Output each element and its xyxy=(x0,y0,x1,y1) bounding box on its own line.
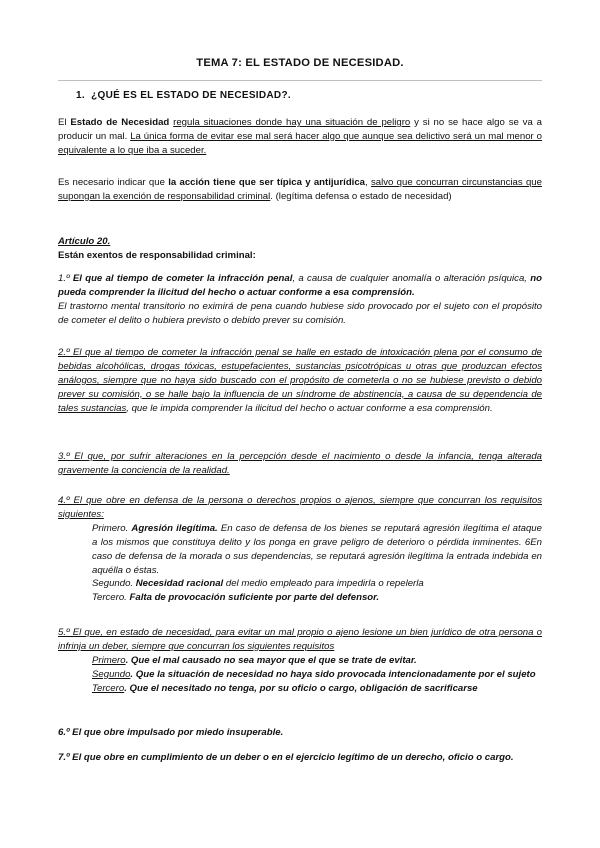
item-6: 6.º El que obre impulsado por miedo insuperable. xyxy=(58,727,284,738)
item-7: 7.º El que obre en cumplimiento de un deber o en el ejercicio legítimo de un derecho, oficio o cargo. xyxy=(58,752,514,763)
item-1: 1.º El que al tiempo de cometer la infracción penal, a causa de cualquier anomalía o alteración psíquica, no pueda comprender la ilicitud del hecho o actuar conforme a esa comprensión. El trastorno mental transitorio no eximirá de pena cuando hubiese sido provocado por el sujeto con el propósito de cometer el delito o hubiera previsto o debido prever su comisión. xyxy=(58,273,543,326)
section-heading-text: ¿QUÉ ES EL ESTADO DE NECESIDAD?. xyxy=(91,90,291,101)
article-subtitle: Están exentos de responsabilidad criminal: xyxy=(58,250,256,261)
section-heading xyxy=(76,89,291,104)
article-title: Artículo 20. xyxy=(58,236,111,247)
intro-paragraph-1: El Estado de Necesidad regula situaciones donde hay una situación de peligro y si no se hace algo se va a producir un mal. La única forma de evitar ese mal será hacer algo que aunque sea delictivo será un mal menor o equivalente a lo que iba a suceder. xyxy=(58,117,543,156)
item-4-req-3: Tercero. Falta de provocación suficiente por parte del defensor. xyxy=(92,592,380,604)
title-divider xyxy=(58,80,542,81)
document-title: TEMA 7: EL ESTADO DE NECESIDAD. xyxy=(196,57,404,69)
item-4-head: 4.º El que obre en defensa de la persona o derechos propios o ajenos, siempre que concurran los requisitos siguientes: xyxy=(58,495,542,520)
item-4 xyxy=(58,494,542,605)
section-number: 1. xyxy=(76,90,85,101)
item-4-req-1: Primero. Agresión ilegítima. En caso de defensa de los bienes se reputará agresión ilegítima el ataque a los mismos que constituya delito y los ponga en grave peligro de deterioro o pérdida inminentes. 6En caso de defensa de la morada o sus dependencias, se reputará agresión ilegítima la entrada indebida en aquélla o éstas. xyxy=(92,522,542,576)
item-2: 2.º El que al tiempo de cometer la infracción penal se halle en estado de intoxicación plena por el consumo de bebidas alcohólicas, drogas tóxicas, estupefacientes, sustancias psicotrópicas u otras que produzcan efectos análogos, siempre que no haya sido buscado con el propósito de cometerla o no se hubiese previsto o debido prever su comisión, o se halle bajo la influencia de un síndrome de abstinencia, a causa de su dependencia de tales sustancias, que le impida comprender la ilicitud del hecho o actuar conforme a esa comprensión. xyxy=(58,347,542,414)
item-5-head: 5.º El que, en estado de necesidad, para evitar un mal propio o ajeno lesione un bien jurídico de otra persona o infrinja un deber, siempre que concurran los siguientes requisitos xyxy=(58,627,542,652)
item-5-req-2: Segundo. Que la situación de necesidad no haya sido provocada intencionadamente por el sujeto xyxy=(92,668,536,680)
item-5-req-1: Primero. Que el mal causado no sea mayor que el que se trate de evitar. xyxy=(92,654,417,666)
item-4-req-2: Segundo. Necesidad racional del medio empleado para impedirla o repelerla xyxy=(92,578,424,590)
item-5 xyxy=(58,626,542,696)
item-5-req-3: Tercero. Que el necesitado no tenga, por su oficio o cargo, obligación de sacrificarse xyxy=(92,682,478,694)
item-3: 3.º El que, por sufrir alteraciones en la percepción desde el nacimiento o desde la infancia, tenga alterada gravemente la conciencia de la realidad. xyxy=(58,451,542,476)
intro-paragraph-2: Es necesario indicar que la acción tiene que ser típica y antijurídica, salvo que concurran circunstancias que supongan la exención de responsabilidad criminal. (legítima defensa o estado de necesidad) xyxy=(58,177,542,202)
